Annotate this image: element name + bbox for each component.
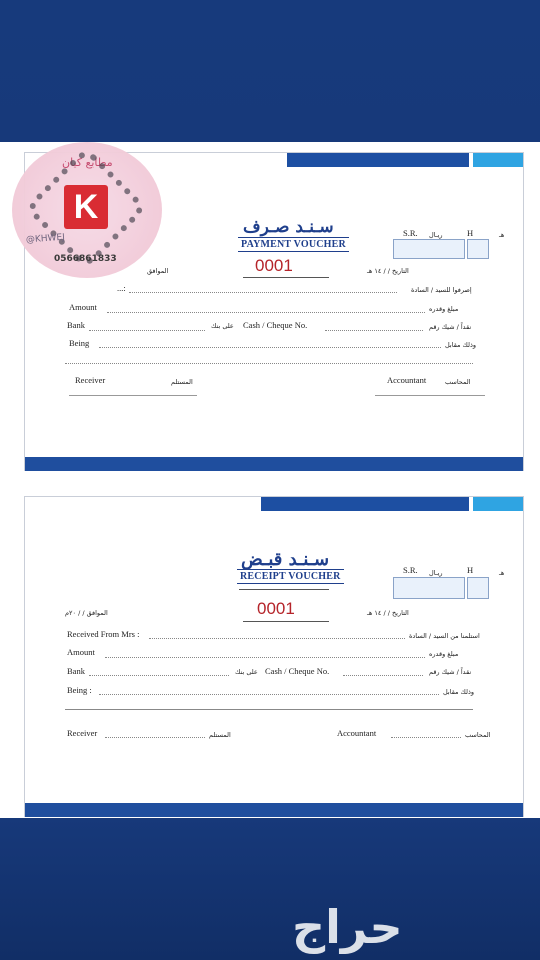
received-from-label-arabic: استلمنا من السيد / السادة — [409, 632, 480, 640]
header-bar — [287, 153, 469, 167]
bank-label: Bank — [67, 666, 85, 676]
cash-cheque-label: Cash / Cheque No. — [243, 320, 308, 330]
being-label: Being : — [67, 685, 92, 695]
cash-cheque-label-arabic: نقداً / شيك رقم — [429, 668, 472, 676]
k-logo-icon: K — [64, 185, 108, 229]
cash-cheque-label-arabic: نقداً / شيك رقم — [429, 323, 472, 331]
receiver-label: Receiver — [67, 728, 98, 738]
voucher-title-arabic: سـنـد صـرف — [243, 217, 334, 237]
h-label: H — [467, 228, 474, 238]
accountant-label-arabic: المحاسب — [445, 378, 471, 386]
being-field-second-line[interactable] — [65, 363, 473, 364]
date-equivalent-arabic: الموافق / / ٢٠م — [65, 609, 108, 617]
sr-amount-box[interactable] — [393, 577, 465, 599]
sr-amount-box[interactable] — [393, 239, 465, 259]
received-from-field[interactable] — [149, 638, 405, 639]
accountant-signature-line[interactable] — [375, 395, 485, 396]
receiver-signature-line[interactable] — [105, 737, 205, 738]
bank-on-arabic: على بنك — [235, 668, 258, 676]
top-band — [0, 0, 540, 142]
date-label-arabic: التاريخ / / ١٤ هـ — [367, 609, 409, 617]
being-label-arabic: وذلك مقابل — [445, 341, 477, 349]
footer-bar — [25, 457, 523, 471]
voucher-title-english: PAYMENT VOUCHER — [238, 237, 349, 252]
header-accent-bar — [473, 153, 523, 167]
footer-bar — [25, 803, 523, 817]
cheque-number-field[interactable] — [325, 330, 423, 331]
voucher-number: 0001 — [255, 256, 293, 275]
being-field-second-line[interactable] — [65, 709, 473, 710]
voucher-title-english: RECEIPT VOUCHER — [237, 569, 344, 584]
printer-logo-stamp — [12, 142, 162, 278]
haraj-watermark: حراج — [292, 900, 403, 954]
being-label-arabic: وذلك مقابل — [443, 688, 475, 696]
pay-to-label-arabic: إصرفوا للسيد / السادة — [411, 286, 472, 294]
received-from-label: Received From Mrs : — [67, 629, 140, 639]
amount-label: Amount — [67, 647, 95, 657]
being-label: Being — [69, 338, 90, 348]
receiver-label-arabic: المستلم — [209, 731, 231, 739]
bank-label: Bank — [67, 320, 85, 330]
h-amount-box[interactable] — [467, 239, 489, 259]
sr-label-arabic: ريـال — [429, 231, 443, 239]
bottom-band — [0, 818, 540, 960]
h-amount-box[interactable] — [467, 577, 489, 599]
receiver-label-arabic: المستلم — [171, 378, 193, 386]
number-underline — [243, 277, 329, 278]
date-equivalent-arabic: الموافق — [147, 267, 169, 275]
amount-label-arabic: مبلغ وقدره — [429, 305, 459, 313]
sr-label: S.R. — [403, 228, 418, 238]
accountant-label: Accountant — [337, 728, 377, 738]
receiver-signature-line[interactable] — [69, 395, 197, 396]
stamp-handle: @KHWEJ — [25, 232, 66, 246]
stamp-arc-text: مطابع كيان — [62, 156, 113, 169]
voucher-title-arabic: سـنـد قبـض — [241, 549, 330, 570]
amount-field[interactable] — [105, 657, 425, 658]
being-field[interactable] — [99, 347, 441, 348]
being-field[interactable] — [99, 694, 439, 695]
accountant-signature-line[interactable] — [391, 737, 461, 738]
h-label-arabic: هـ — [499, 231, 505, 239]
cash-cheque-label: Cash / Cheque No. — [265, 666, 330, 676]
sr-label-arabic: ريـال — [429, 569, 443, 577]
cheque-number-field[interactable] — [343, 675, 423, 676]
pay-to-field[interactable] — [129, 292, 397, 293]
header-accent-bar — [473, 497, 523, 511]
amount-label: Amount — [69, 302, 97, 312]
date-label-arabic: التاريخ / / ١٤ هـ — [367, 267, 409, 275]
h-label-arabic: هـ — [499, 569, 505, 577]
voucher-number: 0001 — [257, 599, 295, 618]
pay-to-label: ...: — [117, 283, 126, 293]
amount-label-arabic: مبلغ وقدره — [429, 650, 459, 658]
bank-field[interactable] — [89, 330, 205, 331]
receipt-voucher — [24, 496, 524, 817]
accountant-label: Accountant — [387, 375, 427, 385]
h-label: H — [467, 565, 474, 575]
header-bar — [261, 497, 469, 511]
sr-label: S.R. — [403, 565, 418, 575]
number-underline — [243, 621, 329, 622]
accountant-label-arabic: المحاسب — [465, 731, 491, 739]
stamp-phone: 0566861833 — [54, 254, 117, 264]
bank-on-arabic: على بنك — [211, 322, 234, 330]
title-rule — [239, 589, 329, 590]
amount-field[interactable] — [107, 312, 425, 313]
bank-field[interactable] — [89, 675, 229, 676]
receiver-label: Receiver — [75, 375, 106, 385]
